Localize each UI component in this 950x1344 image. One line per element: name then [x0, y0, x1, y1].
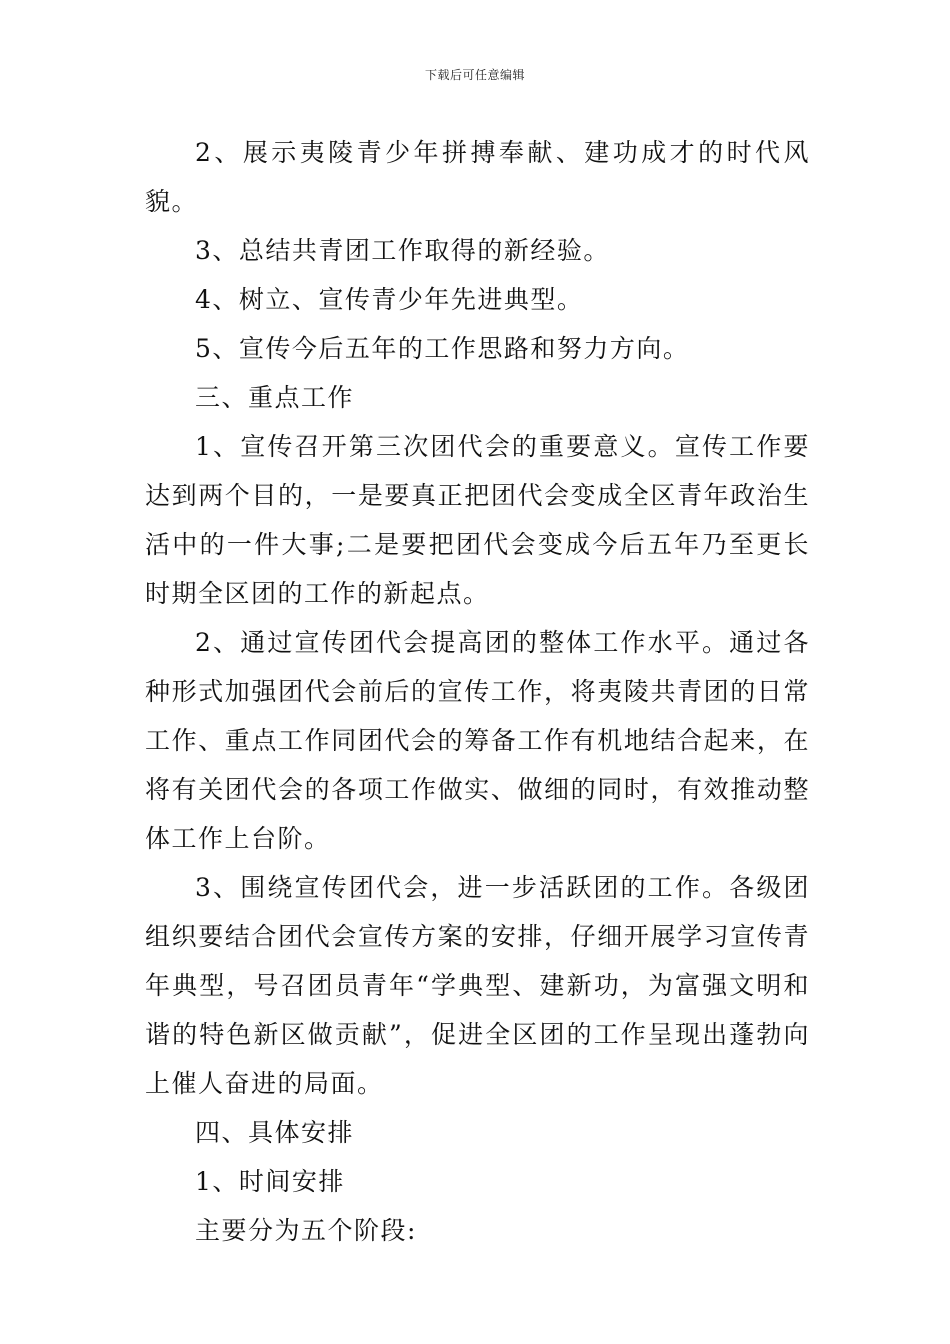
list-item-2: 2、展示夷陵青少年拼搏奉献、建功成才的时代风貌。	[145, 138, 810, 216]
document-body	[145, 128, 810, 1255]
list-item-4: 4、树立、宣传青少年先进典型。	[195, 285, 584, 314]
arrangement-item-1: 1、时间安排	[195, 1167, 345, 1196]
section-heading-key-work: 三、重点工作	[195, 383, 355, 412]
section-heading-arrangements: 四、具体安排	[195, 1118, 355, 1147]
list-item-3: 3、总结共青团工作取得的新经验。	[195, 236, 610, 265]
key-work-item-3: 3、围绕宣传团代会，进一步活跃团的工作。各级团组织要结合团代会宣传方案的安排，仔细开展学习宣传青年典型，号召团员青年“学典型、建新功，为富强文明和谐的特色新区做贡献”，促进全区团的工作呈现出蓬勃向上催人奋进的局面。	[145, 873, 810, 1098]
header-note: 下载后可任意编辑	[424, 68, 525, 82]
key-work-item-1: 1、宣传召开第三次团代会的重要意义。宣传工作要达到两个目的，一是要真正把团代会变成全区青年政治生活中的一件大事;二是要把团代会变成今后五年乃至更长时期全区团的工作的新起点。	[145, 432, 810, 608]
key-work-item-2: 2、通过宣传团代会提高团的整体工作水平。通过各种形式加强团代会前后的宣传工作，将夷陵共青团的日常工作、重点工作同团代会的筹备工作有机地结合起来，在将有关团代会的各项工作做实、做细的同时，有效推动整体工作上台阶。	[145, 628, 810, 853]
stages-intro: 主要分为五个阶段:	[195, 1216, 417, 1245]
list-item-5: 5、宣传今后五年的工作思路和努力方向。	[195, 334, 690, 363]
